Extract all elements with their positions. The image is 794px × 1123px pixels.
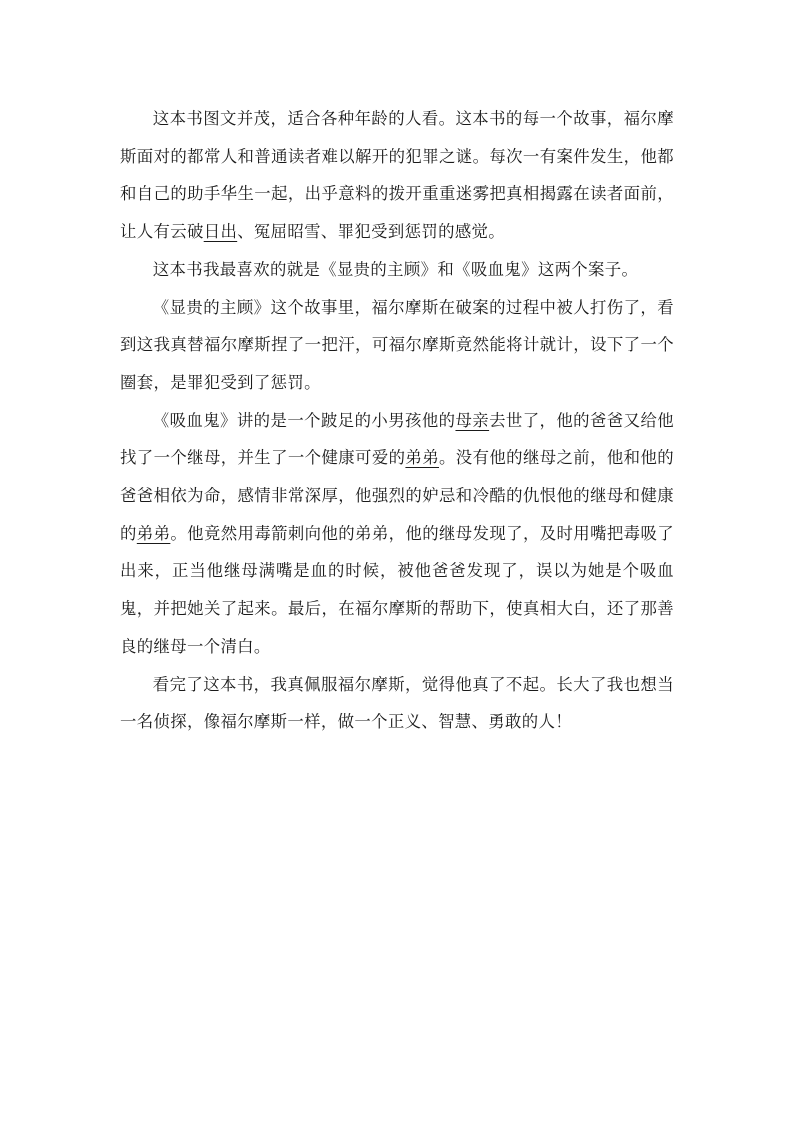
paragraph-illustrious-client bbox=[120, 289, 674, 402]
text-run: 看完了这本书，我真佩服福尔摩斯，觉得他真了不起。长大了我也想当一名侦探，像福尔摩斯一样，做一个正义、智慧、勇敢的人！ bbox=[120, 674, 674, 732]
underlined-word: 日出 bbox=[203, 222, 238, 242]
document-body bbox=[120, 100, 674, 741]
text-run: 这本书我最喜欢的就是《显贵的主顾》和《吸血鬼》这两个案子。 bbox=[152, 259, 639, 279]
paragraph-vampire bbox=[120, 402, 674, 666]
underlined-word: 弟弟 bbox=[405, 448, 439, 468]
paragraph-favorites bbox=[120, 251, 674, 289]
text-run: 、冤屈昭雪、罪犯受到惩罚的感觉。 bbox=[237, 222, 506, 242]
underlined-word: 弟弟 bbox=[136, 523, 171, 543]
paragraph-conclusion bbox=[120, 666, 674, 741]
text-run: 去世了，他的爸爸又给他找了一个继母，并生了一个健康可爱的 bbox=[120, 410, 674, 468]
text-run: 这本书图文并茂，适合各种年龄的人看。这本书的每一个故事，福尔摩斯面对的都常人和普通读者难以解开的犯罪之谜。每次一有案件发生，他都和自己的助手华生一起，出乎意料的拨开重重迷雾把真相揭露在读者面前，让人有云破 bbox=[120, 109, 674, 242]
underlined-word: 母亲 bbox=[455, 410, 490, 430]
text-run: 《显贵的主顾》这个故事里，福尔摩斯在破案的过程中被人打伤了，看到这我真替福尔摩斯捏了一把汗，可福尔摩斯竟然能将计就计，设下了一个圈套，是罪犯受到了惩罚。 bbox=[120, 297, 674, 392]
text-run: 《吸血鬼》讲的是一个跛足的小男孩他的 bbox=[152, 410, 456, 430]
text-run: 。没有他的继母之前，他和他的爸爸相依为命，感情非常深厚，他强烈的妒忌和冷酷的仇恨他的继母和健康的 bbox=[120, 448, 674, 543]
paragraph-intro bbox=[120, 100, 674, 251]
text-run: 。他竟然用毒箭刺向他的弟弟，他的继母发现了，及时用嘴把毒吸了出来，正当他继母满嘴是血的时候，被他爸爸发现了，误以为她是个吸血鬼，并把她关了起来。最后，在福尔摩斯的帮助下，使真相大白，还了那善良的继母一个清白。 bbox=[120, 523, 674, 656]
